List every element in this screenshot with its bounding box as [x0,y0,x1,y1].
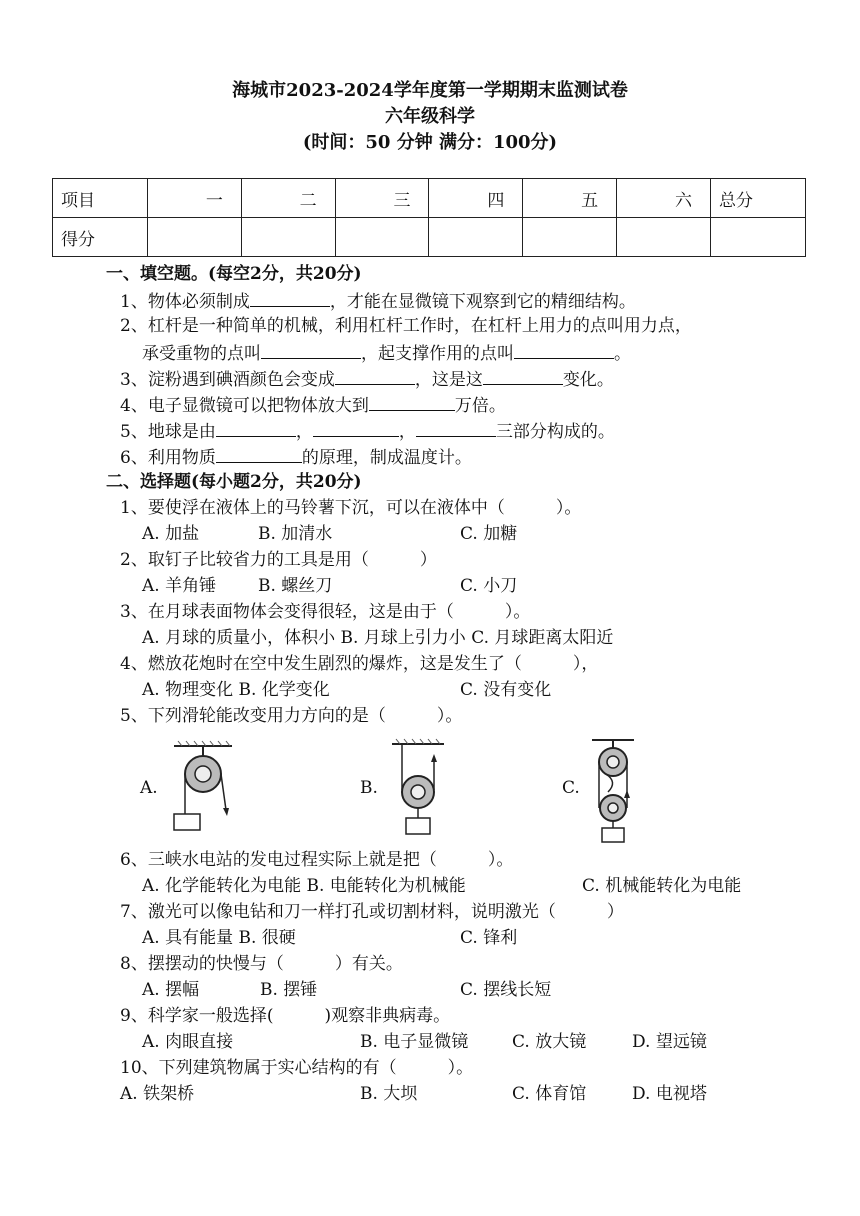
s2-q10-option-a[interactable]: A. 铁架桥 [120,1084,195,1104]
s1-q4 [120,392,506,418]
s2-q8-option-b[interactable]: B. 摆锤 [260,980,318,1000]
cell-score-5[interactable] [523,218,617,257]
s1-q5 [120,418,615,444]
s2-q10-option-b[interactable]: B. 大坝 [360,1084,418,1104]
s2-q9-option-d[interactable]: D. 望远镜 [632,1032,707,1052]
s1-q3-text-c: 变化。 [562,370,614,390]
s2-q7-stem: 7、激光可以像电钻和刀一样打孔或切割材料，说明激光（ ） [120,902,624,922]
s1-q6-text-b: 的原理，制成温度计。 [301,448,472,468]
section1-title: 一、填空题。(每空2分，共20分) [106,264,362,284]
cell-score-label: 得分 [53,218,148,257]
s1-q2-text-d: 。 [614,344,631,364]
s2-q3-stem: 3、在月球表面物体会变得很轻，这是由于（ ）。 [120,602,531,622]
s2-q4-options-ab[interactable]: A. 物理变化 B. 化学变化 [142,680,330,700]
s1-q2-text-b: 承受重物的点叫 [142,344,261,364]
cell-score-2[interactable] [241,218,335,257]
s2-q10-stem: 10、下列建筑物属于实心结构的有（ ）。 [120,1058,474,1078]
s1-q1-text-b: ，才能在显微镜下观察到它的精细结构。 [329,292,636,312]
s1-q5-text-d: 三部分构成的。 [495,422,615,442]
s1-q3-blank-1[interactable] [335,366,415,385]
exam-title: 海城市2023-2024学年度第一学期期末监测试卷 [232,80,628,101]
s2-q8-stem: 8、摆摆动的快慢与（ ）有关。 [120,954,403,974]
s2-q4-stem: 4、燃放花炮时在空中发生剧烈的爆炸，这是发生了（ ）， [120,654,599,674]
s2-q2-stem: 2、取钉子比较省力的工具是用（ ） [120,550,437,570]
s2-q3-options[interactable]: A. 月球的质量小，体积小 B. 月球上引力小 C. 月球距离太阳近 [142,628,614,648]
s1-q3 [120,366,614,392]
score-table-header-row [53,179,806,218]
s2-q10-option-c[interactable]: C. 体育馆 [512,1084,587,1104]
s2-q1-option-b[interactable]: B. 加清水 [258,524,333,544]
s2-q5-option-b[interactable]: B. [360,778,378,798]
s1-q5-blank-1[interactable] [216,418,296,437]
s2-q9-option-a[interactable]: A. 肉眼直接 [142,1032,234,1052]
s1-q5-blank-2[interactable] [313,418,399,437]
fixed-pulley-diagram [168,738,238,834]
s1-q3-blank-2[interactable] [483,366,563,385]
s2-q7-option-c[interactable]: C. 锋利 [460,928,518,948]
s2-q2-option-c[interactable]: C. 小刀 [460,576,518,596]
s1-q5-text-b: ， [295,422,313,442]
s1-q3-text-a: 3、淀粉遇到碘酒颜色会变成 [120,370,335,390]
cell-score-1[interactable] [148,218,242,257]
cell-section-5: 五 [523,179,617,218]
s1-q1 [120,288,636,314]
s2-q5-option-c[interactable]: C. [562,778,580,798]
s2-q7-options-ab[interactable]: A. 具有能量 B. 很硬 [142,928,296,948]
s1-q4-text-b: 万倍。 [454,396,506,416]
s2-q2-option-b[interactable]: B. 螺丝刀 [258,576,333,596]
s2-q4-option-c[interactable]: C. 没有变化 [460,680,552,700]
s1-q6 [120,444,472,470]
s1-q5-text-a: 5、地球是由 [120,422,216,442]
s1-q5-text-c: ， [398,422,416,442]
s2-q1-stem: 1、要使浮在液体上的马铃薯下沉，可以在液体中（ ）。 [120,498,582,518]
score-table [52,178,806,257]
cell-section-2: 二 [241,179,335,218]
cell-total: 总分 [711,179,806,218]
cell-section-6: 六 [617,179,711,218]
cell-score-3[interactable] [335,218,429,257]
s1-q4-blank[interactable] [369,392,455,411]
s2-q6-options-ab[interactable]: A. 化学能转化为电能 B. 电能转化为机械能 [142,876,466,896]
exam-subtitle: 六年级科学 [385,106,475,127]
exam-time-info: (时间：50 分钟 满分：100分) [302,132,558,153]
section2-title: 二、选择题(每小题2分，共20分) [106,472,362,492]
cell-score-total[interactable] [711,218,806,257]
pulley-block-diagram [588,736,638,844]
score-table-score-row [53,218,806,257]
s2-q10-option-d[interactable]: D. 电视塔 [632,1084,707,1104]
cell-item: 项目 [53,179,148,218]
s1-q2-blank-2[interactable] [514,340,614,359]
s1-q2-blank-1[interactable] [261,340,361,359]
s1-q1-blank[interactable] [250,288,330,307]
cell-section-3: 三 [335,179,429,218]
s1-q2-line1: 2、杠杆是一种简单的机械，利用杠杆工作时，在杠杆上用力的点叫用力点， [120,316,692,336]
cell-section-1: 一 [148,179,242,218]
cell-score-4[interactable] [429,218,523,257]
s1-q3-text-b: ，这是这 [414,370,483,390]
s2-q1-option-a[interactable]: A. 加盐 [142,524,200,544]
cell-score-6[interactable] [617,218,711,257]
s2-q9-stem: 9、科学家一般选择( )观察非典病毒。 [120,1006,451,1026]
s2-q8-option-a[interactable]: A. 摆幅 [142,980,200,1000]
s1-q2-text-c: ，起支撑作用的点叫 [361,344,514,364]
s2-q8-option-c[interactable]: C. 摆线长短 [460,980,552,1000]
s1-q1-text-a: 1、物体必须制成 [120,292,250,312]
s2-q2-option-a[interactable]: A. 羊角锤 [142,576,217,596]
s1-q6-text-a: 6、利用物质 [120,448,216,468]
s2-q9-option-b[interactable]: B. 电子显微镜 [360,1032,469,1052]
s2-q9-option-c[interactable]: C. 放大镜 [512,1032,587,1052]
s1-q5-blank-3[interactable] [416,418,496,437]
s2-q5-stem: 5、下列滑轮能改变用力方向的是（ ）。 [120,706,463,726]
movable-pulley-diagram [388,738,448,838]
s2-q6-stem: 6、三峡水电站的发电过程实际上就是把（ ）。 [120,850,514,870]
s2-q1-option-c[interactable]: C. 加糖 [460,524,518,544]
cell-section-4: 四 [429,179,523,218]
s2-q5-option-a[interactable]: A. [140,778,158,798]
s1-q4-text-a: 4、电子显微镜可以把物体放大到 [120,396,369,416]
s1-q2-line2 [142,340,631,366]
s2-q6-option-c[interactable]: C. 机械能转化为电能 [582,876,742,896]
s1-q6-blank[interactable] [216,444,302,463]
